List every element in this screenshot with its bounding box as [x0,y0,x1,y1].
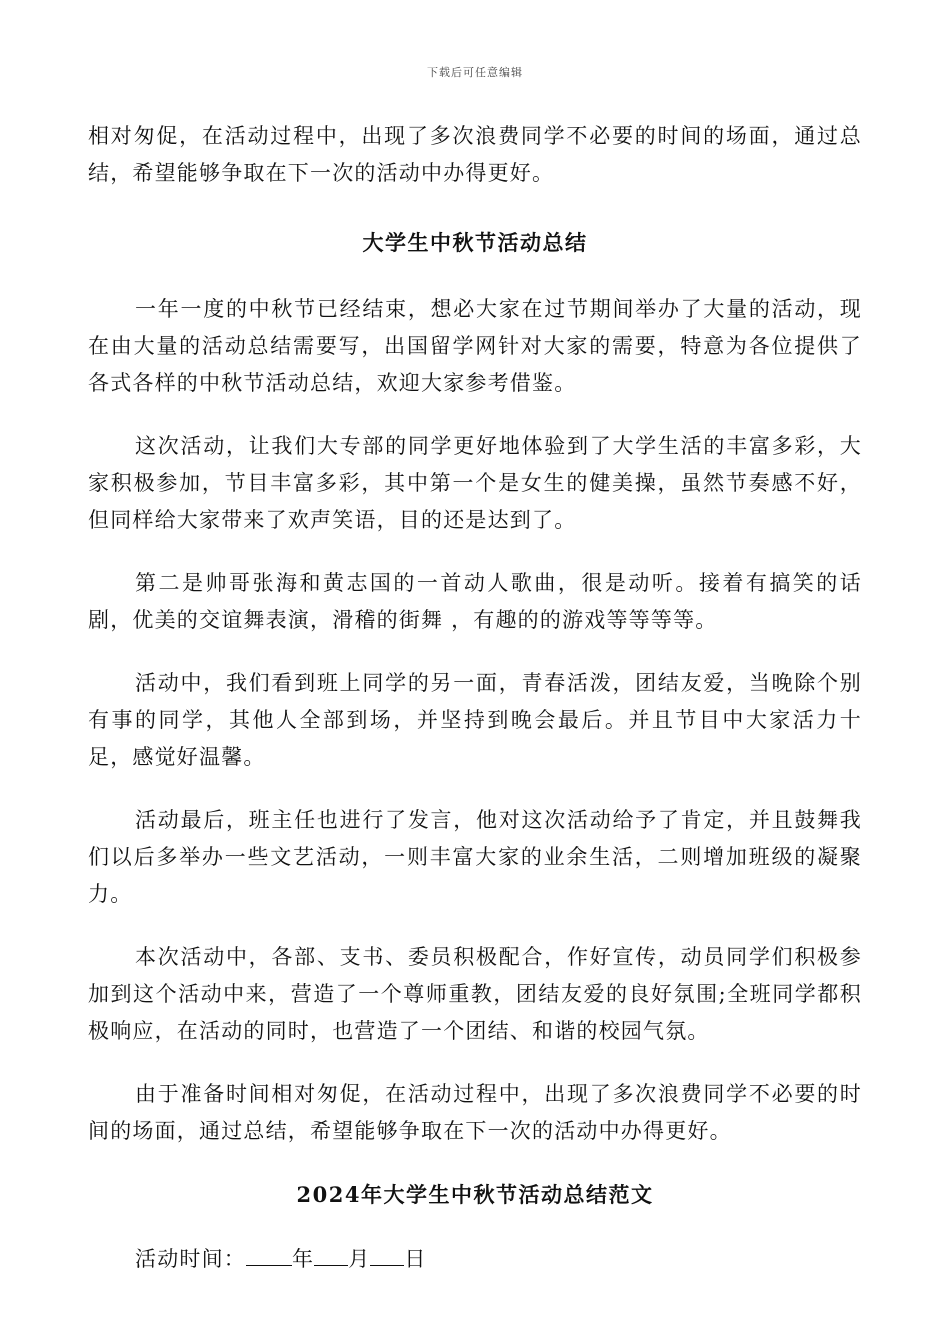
header-note: 下载后可任意编辑 [427,66,523,79]
paragraph: 本次活动中，各部、支书、委员积极配合，作好宣传，动员同学们积极参加到这个活动中来，营造了一个尊师重教，团结友爱的良好氛围;全班同学都积极响应，在活动的同时，也营造了一个团结、和谐的校园气氛。 [88,945,862,1043]
paragraph: 一年一度的中秋节已经结束，想必大家在过节期间举办了大量的活动，现在由大量的活动总结需要写，出国留学网针对大家的需要，特意为各位提供了各式各样的中秋节活动总结，欢迎大家参考借鉴。 [88,297,862,395]
paragraph: 活动最后，班主任也进行了发言，他对这次活动给予了肯定，并且鼓舞我们以后多举办一些文艺活动，一则丰富大家的业余生活，二则增加班级的凝聚力。 [88,808,862,906]
paragraph-continued: 相对匆促，在活动过程中，出现了多次浪费同学不必要的时间的场面，通过总结，希望能够争取在下一次的活动中办得更好。 [88,124,862,185]
month-blank [314,1245,348,1266]
paragraph: 由于准备时间相对匆促，在活动过程中，出现了多次浪费同学不必要的时间的场面，通过总结，希望能够争取在下一次的活动中办得更好。 [88,1082,862,1143]
document-body [88,118,862,1304]
year-label: 年 [292,1247,315,1271]
paragraph: 第二是帅哥张海和黄志国的一首动人歌曲，很是动听。接着有搞笑的话剧，优美的交谊舞表演，滑稽的街舞 ，有趣的的游戏等等等等。 [88,571,862,632]
paragraph: 这次活动，让我们大专部的同学更好地体验到了大学生活的丰富多彩，大家积极参加，节目丰富多彩，其中第一个是女生的健美操，虽然节奏感不好，但同样给大家带来了欢声笑语，目的还是达到了。 [88,434,862,532]
paragraph: 活动中，我们看到班上同学的另一面，青春活泼，团结友爱，当晚除个别有事的同学，其他人全部到场，并坚持到晚会最后。并且节目中大家活力十足，感觉好温馨。 [88,671,862,769]
activity-time-line [88,1241,862,1278]
day-label: 日 [404,1247,427,1271]
section-title: 大学生中秋节活动总结 [362,230,588,255]
activity-time-label: 活动时间： [135,1247,246,1271]
month-label: 月 [348,1247,371,1271]
section-title-2: 2024年大学生中秋节活动总结范文 [296,1182,654,1207]
day-blank [370,1245,404,1266]
year-blank [246,1245,292,1266]
